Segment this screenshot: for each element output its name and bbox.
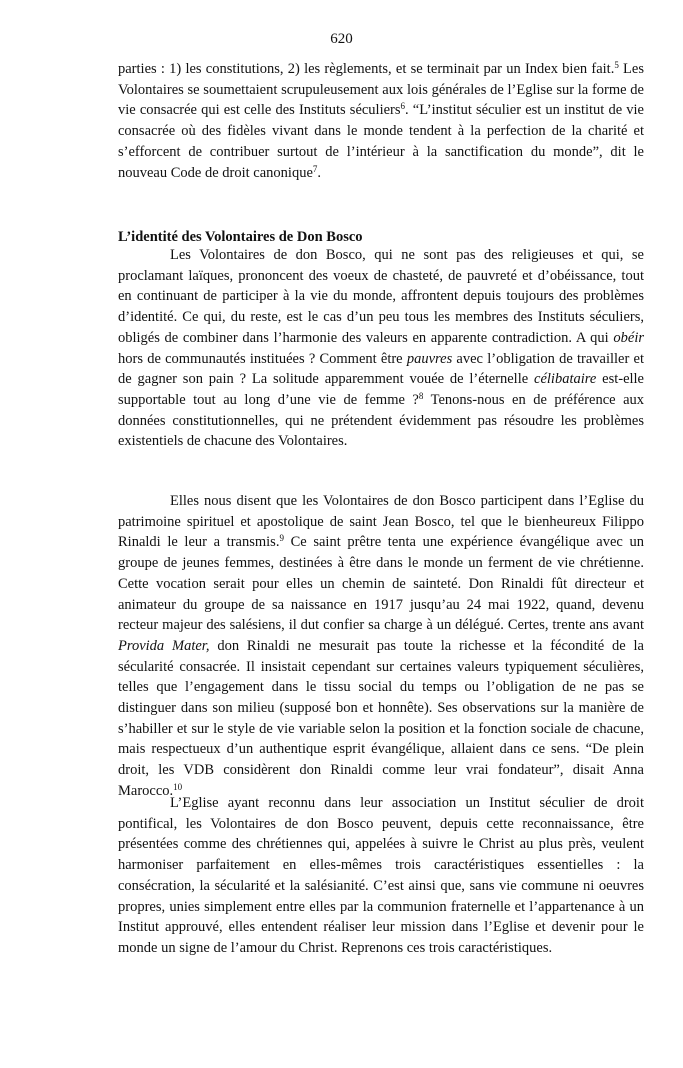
footnote-ref-5: 5 — [614, 60, 619, 70]
italic-term: célibataire — [534, 371, 597, 388]
paragraph-text: L’Eglise ayant reconnu dans leur association un Institut séculier de droit pontifical, les Volontaires de don Bosco peuvent, depuis cette reconnaissance, être présentées comme des chrétiennes qui, appelées à suivre le Christ au plus près, veulent harmoniser parfaitement en elles-mêmes trois caractéristiques essentielles : la consécration, la sécularité et la salésianité. C’est ainsi que, sans vie commune ni oeuvres propres, unies simplement entre elles par la communion fraternelle et l’appartenance à un Institut approuvé, elles entendent réaliser leur mission dans l’Eglise et devenir pour le monde un signe de l’amour du Christ. Reprenons ces trois caractéristiques. — [118, 795, 644, 956]
page-number: 620 — [330, 31, 353, 47]
paragraph-text: Elles nous disent que les Volontaires de don Bosco participent dans l’Eglise du patrimoine spirituel et apostolique de saint Jean Bosco, tel que le bienheureux Filippo Rinaldi le leur a transmis. — [118, 493, 644, 551]
paragraph-text: . — [317, 164, 322, 181]
paragraph-text: Ce saint prêtre tenta une expérience évangélique avec un groupe de jeunes femmes, destinées à être dans le monde un ferment de vie chrétienne. Cette vocation serait pour elles un chemin de sainteté. Don Rinaldi fût directeur et animateur du groupe de sa naissance en 1917 jusqu’au 24 mai 1922, quand, devenu recteur majeur des salésiens, il dut confier sa charge à un délégué. Certes, trente ans avant — [118, 534, 644, 634]
paragraph-text: avec l’obligation de travailler et de gagner son pain ? La solitude apparemment vouée de l’éternelle — [118, 350, 644, 388]
paragraph-text: Les Volontaires de don Bosco, qui ne sont pas des religieuses et qui, se proclamant laïques, prononcent des voeux de chasteté, de pauvreté et d’obéissance, tout en continuant de participer à la vie du monde, affrontent depuis toujours des problèmes d’identité. Ce qui, du reste, est le cas d’un peu tous les membres des Instituts séculiers, obligés de combiner dans l’harmonie des valeurs en apparente contradiction. A qui — [118, 247, 644, 346]
italic-term: pauvres — [406, 350, 453, 367]
paragraph-identity — [118, 245, 644, 452]
italic-term: Provida Mater, — [118, 637, 210, 654]
footnote-ref-6: 6 — [400, 101, 406, 112]
section-heading: L’identité des Volontaires de Don Bosco — [118, 229, 363, 245]
paragraph-heritage — [118, 491, 644, 802]
footnote-ref-9: 9 — [279, 533, 284, 544]
italic-term: obéir — [613, 329, 644, 346]
paragraph-characteristics — [118, 793, 644, 959]
paragraph-text: . “L’institut séculier est un institut de vie consacrée où des fidèles vivant dans le monde tendent à la perfection de la charité et s’efforcent de contribuer surtout de l’intérieur à la sanctification du monde”, dit le nouveau Code de droit canonique — [118, 102, 644, 181]
paragraph-text: est-elle supportable tout au long d’une vie de femme ? — [118, 371, 644, 408]
paragraph-text: Les Volontaires se soumettaient scrupuleusement aux lois générales de l’Eglise sur la forme de vie consacrée qui est celle des Instituts séculiers — [118, 61, 644, 119]
footnote-ref-7: 7 — [312, 163, 318, 174]
paragraph-text: parties : 1) les constitutions, 2) les règlements, et se terminait par un Index bien fait. — [118, 61, 615, 77]
footnote-ref-10: 10 — [173, 781, 183, 792]
paragraph-constitutions — [118, 59, 644, 183]
paragraph-text: Tenons-nous en de préférence aux données constitutionnelles, qui ne prétendent évidemment pas résoudre les problèmes existentiels de chacune des Volontaires. — [118, 391, 645, 450]
paragraph-text: hors de communautés instituées ? Comment être — [118, 350, 407, 367]
footnote-ref-8: 8 — [418, 390, 424, 401]
paragraph-text: don Rinaldi ne mesurait pas toute la richesse et la fécondité de la sécularité consacrée. Il insistait cependant sur certaines valeurs typiquement séculières, telles que l’engagement dans le tissu social du temps ou l’obligation de ne pas se distinguer dans son milieu (supposé bon et honnête). Ses observations sur la manière de s’habiller et sur le style de vie variable selon la position et la fonction sociale de chacune, mais respectueux d’un authentique esprit évangélique, allaient dans ce sens. “De plein droit, les VDB considèrent don Rinaldi comme leur vrai fondateur”, disait Anna Marocco. — [118, 637, 644, 799]
